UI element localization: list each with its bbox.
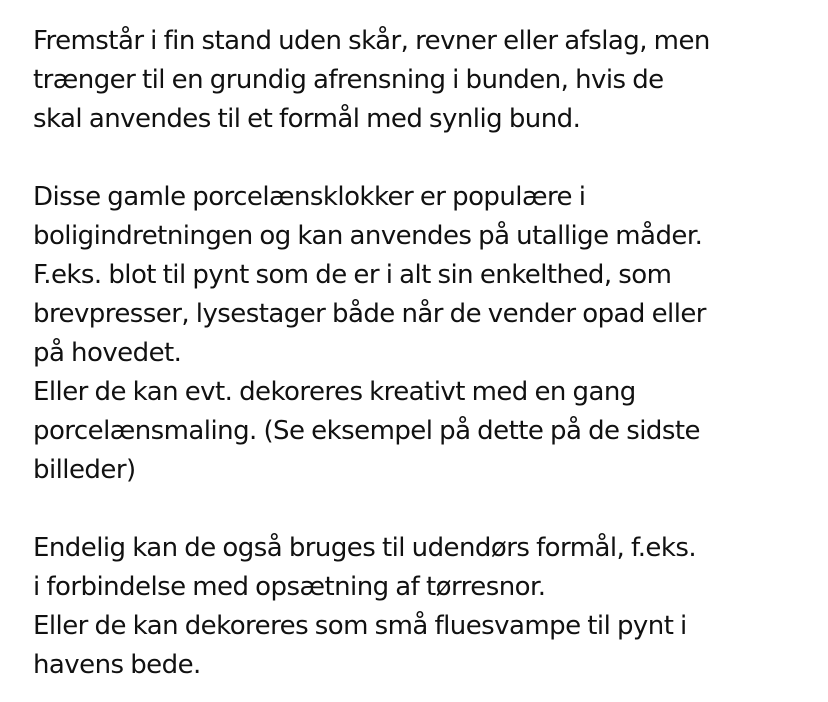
text-line: boligindretningen og kan anvendes på utallige måder. xyxy=(33,221,703,251)
item-description xyxy=(33,22,823,685)
text-line: billeder) xyxy=(33,455,136,485)
description-paragraph-1 xyxy=(33,22,823,139)
text-line: skal anvendes til et formål med synlig bund. xyxy=(33,104,581,134)
text-line: på hovedet. xyxy=(33,338,182,368)
text-line: Eller de kan dekoreres som små fluesvampe til pynt i xyxy=(33,611,687,641)
text-line: Disse gamle porcelænsklokker er populære i xyxy=(33,182,586,212)
text-line: Fremstår i fin stand uden skår, revner eller afslag, men xyxy=(33,26,710,56)
description-paragraph-3 xyxy=(33,529,823,685)
text-line: porcelænsmaling. (Se eksempel på dette på de sidste xyxy=(33,416,700,446)
text-line: trænger til en grundig afrensning i bunden, hvis de xyxy=(33,65,664,95)
text-line: brevpresser, lysestager både når de vender opad eller xyxy=(33,299,706,329)
text-line: F.eks. blot til pynt som de er i alt sin enkelthed, som xyxy=(33,260,672,290)
text-line: i forbindelse med opsætning af tørresnor. xyxy=(33,572,546,602)
text-line: havens bede. xyxy=(33,650,201,680)
text-line: Eller de kan evt. dekoreres kreativt med en gang xyxy=(33,377,636,407)
description-paragraph-2 xyxy=(33,178,823,490)
text-line: Endelig kan de også bruges til udendørs formål, f.eks. xyxy=(33,533,697,563)
